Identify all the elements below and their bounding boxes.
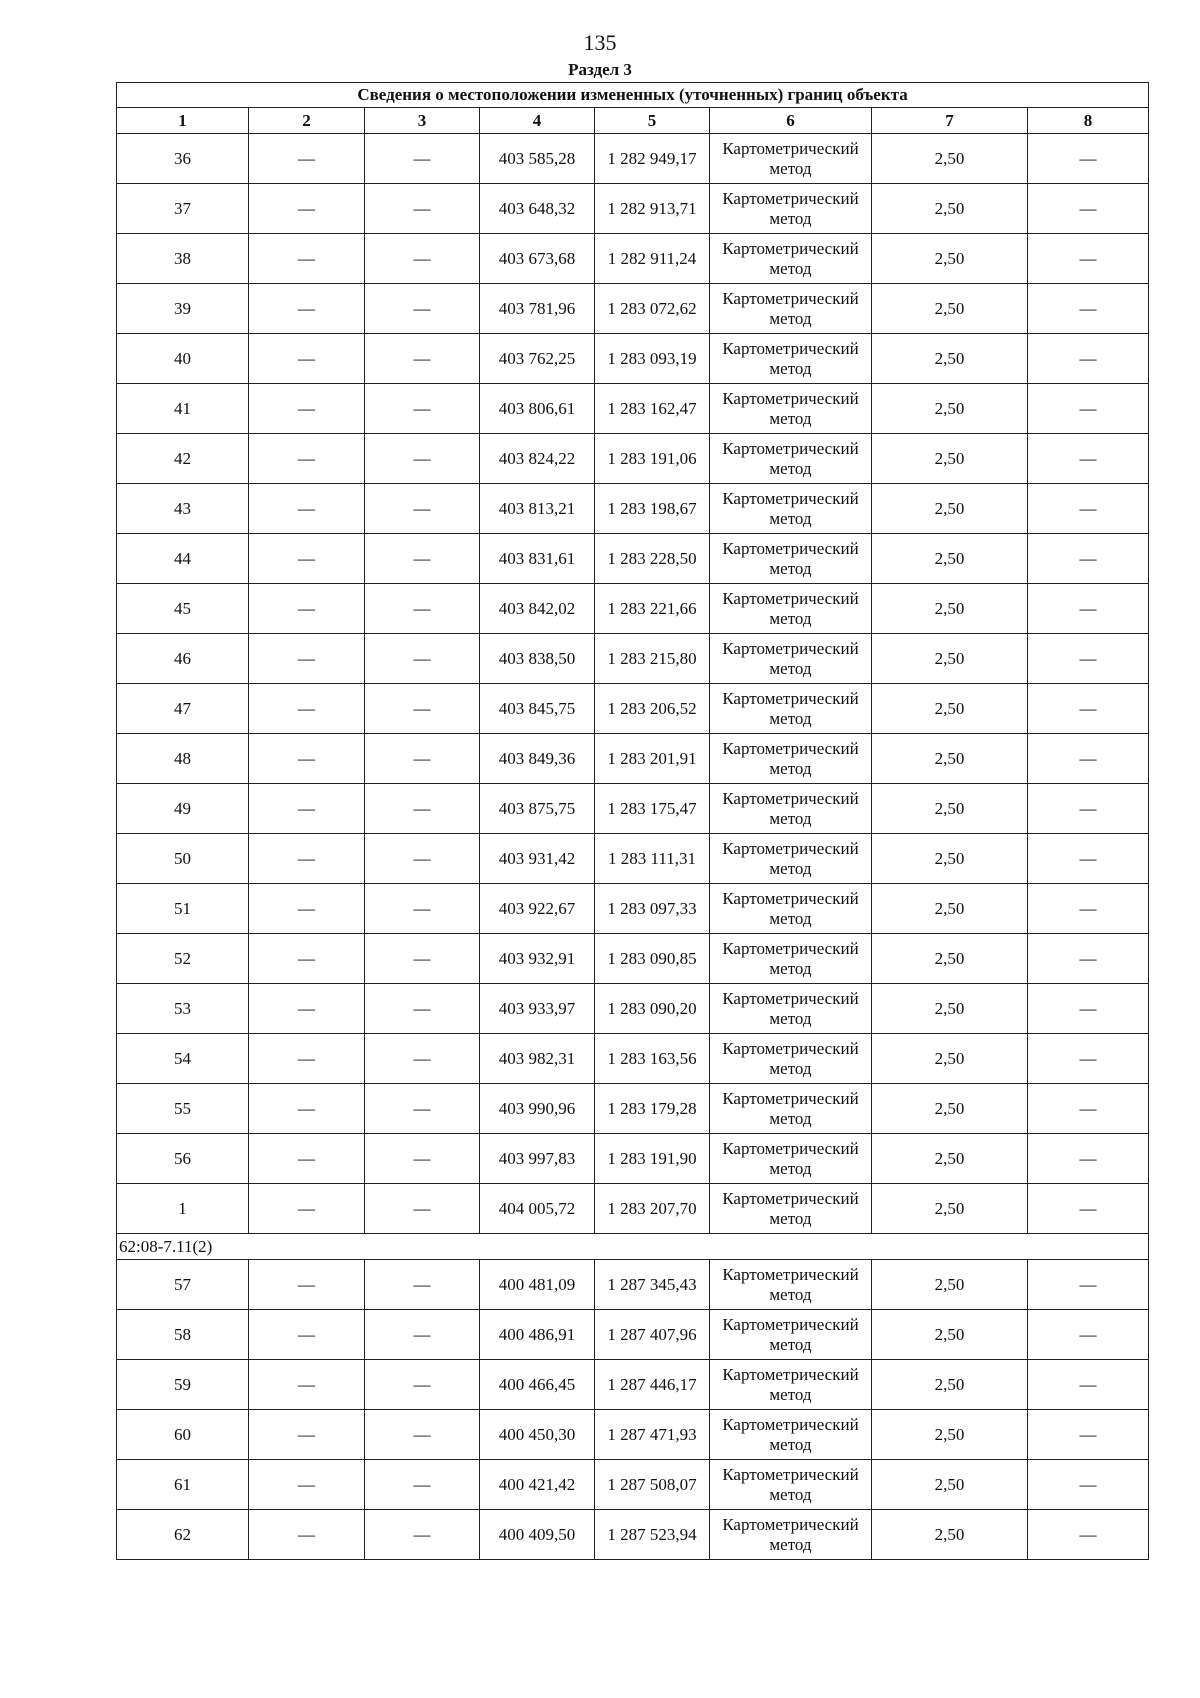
x-coordinate-cell: 403 831,61: [480, 534, 595, 584]
table-row: [117, 1360, 1149, 1410]
column-8-cell: —: [1028, 434, 1149, 484]
method-cell: Картометрический метод: [710, 1034, 872, 1084]
column-2-cell: —: [249, 334, 365, 384]
table-row: [117, 684, 1149, 734]
x-coordinate-cell: 403 990,96: [480, 1084, 595, 1134]
method-cell: Картометрический метод: [710, 534, 872, 584]
column-3-cell: —: [365, 1184, 480, 1234]
column-8-cell: —: [1028, 1084, 1149, 1134]
table-row: [117, 634, 1149, 684]
method-cell: Картометрический метод: [710, 934, 872, 984]
coordinates-table: [116, 82, 1149, 1560]
column-2-cell: —: [249, 834, 365, 884]
method-cell: Картометрический метод: [710, 184, 872, 234]
y-coordinate-cell: 1 283 179,28: [595, 1084, 710, 1134]
x-coordinate-cell: 403 842,02: [480, 584, 595, 634]
x-coordinate-cell: 400 421,42: [480, 1460, 595, 1510]
column-3-cell: —: [365, 634, 480, 684]
y-coordinate-cell: 1 283 072,62: [595, 284, 710, 334]
column-3-cell: —: [365, 1360, 480, 1410]
x-coordinate-cell: 403 922,67: [480, 884, 595, 934]
table-row: [117, 434, 1149, 484]
column-2-cell: —: [249, 534, 365, 584]
column-3-cell: —: [365, 884, 480, 934]
column-2-cell: —: [249, 1310, 365, 1360]
method-cell: Картометрический метод: [710, 384, 872, 434]
method-cell: Картометрический метод: [710, 1360, 872, 1410]
table-row: [117, 184, 1149, 234]
point-number-cell: 53: [117, 984, 249, 1034]
accuracy-cell: 2,50: [872, 284, 1028, 334]
method-cell: Картометрический метод: [710, 1310, 872, 1360]
y-coordinate-cell: 1 287 345,43: [595, 1260, 710, 1310]
column-2-cell: —: [249, 884, 365, 934]
method-cell: Картометрический метод: [710, 1134, 872, 1184]
column-3-cell: —: [365, 984, 480, 1034]
y-coordinate-cell: 1 287 446,17: [595, 1360, 710, 1410]
column-2-cell: —: [249, 984, 365, 1034]
column-8-cell: —: [1028, 884, 1149, 934]
column-2-cell: —: [249, 284, 365, 334]
y-coordinate-cell: 1 283 215,80: [595, 634, 710, 684]
column-number: 2: [249, 108, 365, 134]
y-coordinate-cell: 1 283 198,67: [595, 484, 710, 534]
table-row: [117, 1310, 1149, 1360]
column-2-cell: —: [249, 1360, 365, 1410]
method-cell: Картометрический метод: [710, 234, 872, 284]
column-8-cell: —: [1028, 634, 1149, 684]
column-number: 6: [710, 108, 872, 134]
accuracy-cell: 2,50: [872, 1510, 1028, 1560]
y-coordinate-cell: 1 283 201,91: [595, 734, 710, 784]
accuracy-cell: 2,50: [872, 1084, 1028, 1134]
x-coordinate-cell: 404 005,72: [480, 1184, 595, 1234]
table-row: [117, 484, 1149, 534]
point-number-cell: 43: [117, 484, 249, 534]
column-8-cell: —: [1028, 834, 1149, 884]
y-coordinate-cell: 1 283 175,47: [595, 784, 710, 834]
point-number-cell: 49: [117, 784, 249, 834]
column-3-cell: —: [365, 134, 480, 184]
x-coordinate-cell: 403 762,25: [480, 334, 595, 384]
accuracy-cell: 2,50: [872, 434, 1028, 484]
method-cell: Картометрический метод: [710, 834, 872, 884]
x-coordinate-cell: 400 466,45: [480, 1360, 595, 1410]
y-coordinate-cell: 1 283 191,90: [595, 1134, 710, 1184]
point-number-cell: 44: [117, 534, 249, 584]
accuracy-cell: 2,50: [872, 1034, 1028, 1084]
column-3-cell: —: [365, 1084, 480, 1134]
x-coordinate-cell: 400 481,09: [480, 1260, 595, 1310]
point-number-cell: 54: [117, 1034, 249, 1084]
accuracy-cell: 2,50: [872, 884, 1028, 934]
accuracy-cell: 2,50: [872, 1360, 1028, 1410]
column-3-cell: —: [365, 384, 480, 434]
accuracy-cell: 2,50: [872, 534, 1028, 584]
table-row: [117, 1410, 1149, 1460]
column-8-cell: —: [1028, 284, 1149, 334]
column-8-cell: —: [1028, 234, 1149, 284]
table-row: [117, 784, 1149, 834]
column-8-cell: —: [1028, 1260, 1149, 1310]
column-2-cell: —: [249, 584, 365, 634]
accuracy-cell: 2,50: [872, 484, 1028, 534]
x-coordinate-cell: 403 932,91: [480, 934, 595, 984]
column-8-cell: —: [1028, 984, 1149, 1034]
column-3-cell: —: [365, 234, 480, 284]
column-numbers-row: [117, 108, 1149, 134]
point-number-cell: 59: [117, 1360, 249, 1410]
table-caption-row: [117, 83, 1149, 108]
table-row: [117, 934, 1149, 984]
x-coordinate-cell: 403 875,75: [480, 784, 595, 834]
y-coordinate-cell: 1 283 163,56: [595, 1034, 710, 1084]
x-coordinate-cell: 400 409,50: [480, 1510, 595, 1560]
accuracy-cell: 2,50: [872, 334, 1028, 384]
y-coordinate-cell: 1 283 111,31: [595, 834, 710, 884]
table-row: [117, 1460, 1149, 1510]
point-number-cell: 51: [117, 884, 249, 934]
point-number-cell: 36: [117, 134, 249, 184]
column-2-cell: —: [249, 1410, 365, 1460]
x-coordinate-cell: 403 838,50: [480, 634, 595, 684]
table-row: [117, 234, 1149, 284]
column-8-cell: —: [1028, 1310, 1149, 1360]
point-number-cell: 61: [117, 1460, 249, 1510]
column-3-cell: —: [365, 584, 480, 634]
accuracy-cell: 2,50: [872, 634, 1028, 684]
table-row: [117, 534, 1149, 584]
column-3-cell: —: [365, 284, 480, 334]
column-3-cell: —: [365, 834, 480, 884]
point-number-cell: 46: [117, 634, 249, 684]
accuracy-cell: 2,50: [872, 1184, 1028, 1234]
column-2-cell: —: [249, 1460, 365, 1510]
point-number-cell: 48: [117, 734, 249, 784]
method-cell: Картометрический метод: [710, 284, 872, 334]
column-3-cell: —: [365, 1510, 480, 1560]
table-caption: Сведения о местоположении измененных (уточненных) границ объекта: [117, 83, 1149, 108]
column-8-cell: —: [1028, 184, 1149, 234]
column-8-cell: —: [1028, 1460, 1149, 1510]
y-coordinate-cell: 1 283 097,33: [595, 884, 710, 934]
table-row: [117, 334, 1149, 384]
method-cell: Картометрический метод: [710, 884, 872, 934]
x-coordinate-cell: 403 931,42: [480, 834, 595, 884]
method-cell: Картометрический метод: [710, 634, 872, 684]
y-coordinate-cell: 1 287 407,96: [595, 1310, 710, 1360]
y-coordinate-cell: 1 287 523,94: [595, 1510, 710, 1560]
method-cell: Картометрический метод: [710, 984, 872, 1034]
column-number: 5: [595, 108, 710, 134]
table-row: [117, 284, 1149, 334]
column-3-cell: —: [365, 1034, 480, 1084]
y-coordinate-cell: 1 283 090,20: [595, 984, 710, 1034]
column-8-cell: —: [1028, 1184, 1149, 1234]
y-coordinate-cell: 1 283 207,70: [595, 1184, 710, 1234]
y-coordinate-cell: 1 282 949,17: [595, 134, 710, 184]
column-8-cell: —: [1028, 484, 1149, 534]
column-3-cell: —: [365, 334, 480, 384]
column-2-cell: —: [249, 784, 365, 834]
column-2-cell: —: [249, 384, 365, 434]
accuracy-cell: 2,50: [872, 784, 1028, 834]
column-8-cell: —: [1028, 684, 1149, 734]
method-cell: Картометрический метод: [710, 334, 872, 384]
column-8-cell: —: [1028, 334, 1149, 384]
point-number-cell: 39: [117, 284, 249, 334]
point-number-cell: 47: [117, 684, 249, 734]
accuracy-cell: 2,50: [872, 934, 1028, 984]
column-2-cell: —: [249, 634, 365, 684]
y-coordinate-cell: 1 283 191,06: [595, 434, 710, 484]
column-2-cell: —: [249, 1134, 365, 1184]
method-cell: Картометрический метод: [710, 434, 872, 484]
column-3-cell: —: [365, 734, 480, 784]
x-coordinate-cell: 400 486,91: [480, 1310, 595, 1360]
table-row: [117, 1510, 1149, 1560]
y-coordinate-cell: 1 283 228,50: [595, 534, 710, 584]
method-cell: Картометрический метод: [710, 1460, 872, 1510]
column-8-cell: —: [1028, 1410, 1149, 1460]
column-3-cell: —: [365, 484, 480, 534]
column-3-cell: —: [365, 1134, 480, 1184]
table-row: [117, 734, 1149, 784]
accuracy-cell: 2,50: [872, 1260, 1028, 1310]
point-number-cell: 42: [117, 434, 249, 484]
point-number-cell: 45: [117, 584, 249, 634]
column-3-cell: —: [365, 534, 480, 584]
y-coordinate-cell: 1 287 508,07: [595, 1460, 710, 1510]
accuracy-cell: 2,50: [872, 134, 1028, 184]
x-coordinate-cell: 403 673,68: [480, 234, 595, 284]
table-row: [117, 384, 1149, 434]
point-number-cell: 55: [117, 1084, 249, 1134]
column-2-cell: —: [249, 1084, 365, 1134]
table-row: [117, 134, 1149, 184]
column-8-cell: —: [1028, 934, 1149, 984]
column-8-cell: —: [1028, 384, 1149, 434]
y-coordinate-cell: 1 287 471,93: [595, 1410, 710, 1460]
point-number-cell: 58: [117, 1310, 249, 1360]
table-row: [117, 1084, 1149, 1134]
method-cell: Картометрический метод: [710, 784, 872, 834]
accuracy-cell: 2,50: [872, 234, 1028, 284]
y-coordinate-cell: 1 283 206,52: [595, 684, 710, 734]
column-2-cell: —: [249, 1184, 365, 1234]
method-cell: Картометрический метод: [710, 484, 872, 534]
column-2-cell: —: [249, 684, 365, 734]
x-coordinate-cell: 403 824,22: [480, 434, 595, 484]
section-title: Раздел 3: [568, 60, 632, 79]
y-coordinate-cell: 1 282 913,71: [595, 184, 710, 234]
table-row: [117, 584, 1149, 634]
accuracy-cell: 2,50: [872, 834, 1028, 884]
column-number: 4: [480, 108, 595, 134]
column-3-cell: —: [365, 1260, 480, 1310]
point-number-cell: 50: [117, 834, 249, 884]
point-number-cell: 37: [117, 184, 249, 234]
x-coordinate-cell: 403 997,83: [480, 1134, 595, 1184]
accuracy-cell: 2,50: [872, 1460, 1028, 1510]
accuracy-cell: 2,50: [872, 1410, 1028, 1460]
table-row: [117, 1260, 1149, 1310]
x-coordinate-cell: 400 450,30: [480, 1410, 595, 1460]
accuracy-cell: 2,50: [872, 384, 1028, 434]
column-3-cell: —: [365, 934, 480, 984]
x-coordinate-cell: 403 845,75: [480, 684, 595, 734]
method-cell: Картометрический метод: [710, 1510, 872, 1560]
column-3-cell: —: [365, 1310, 480, 1360]
column-8-cell: —: [1028, 534, 1149, 584]
x-coordinate-cell: 403 813,21: [480, 484, 595, 534]
column-2-cell: —: [249, 134, 365, 184]
table-row: [117, 884, 1149, 934]
accuracy-cell: 2,50: [872, 184, 1028, 234]
y-coordinate-cell: 1 282 911,24: [595, 234, 710, 284]
point-number-cell: 62: [117, 1510, 249, 1560]
column-number: 1: [117, 108, 249, 134]
x-coordinate-cell: 403 585,28: [480, 134, 595, 184]
column-number: 3: [365, 108, 480, 134]
point-number-cell: 52: [117, 934, 249, 984]
column-8-cell: —: [1028, 134, 1149, 184]
x-coordinate-cell: 403 933,97: [480, 984, 595, 1034]
column-8-cell: —: [1028, 734, 1149, 784]
column-8-cell: —: [1028, 784, 1149, 834]
column-8-cell: —: [1028, 1360, 1149, 1410]
column-2-cell: —: [249, 1510, 365, 1560]
point-number-cell: 40: [117, 334, 249, 384]
point-number-cell: 57: [117, 1260, 249, 1310]
column-2-cell: —: [249, 934, 365, 984]
accuracy-cell: 2,50: [872, 584, 1028, 634]
x-coordinate-cell: 403 781,96: [480, 284, 595, 334]
table-row: [117, 984, 1149, 1034]
x-coordinate-cell: 403 849,36: [480, 734, 595, 784]
accuracy-cell: 2,50: [872, 734, 1028, 784]
method-cell: Картометрический метод: [710, 1410, 872, 1460]
column-3-cell: —: [365, 684, 480, 734]
column-2-cell: —: [249, 1260, 365, 1310]
y-coordinate-cell: 1 283 093,19: [595, 334, 710, 384]
point-number-cell: 56: [117, 1134, 249, 1184]
table-body: [117, 83, 1149, 1560]
accuracy-cell: 2,50: [872, 1134, 1028, 1184]
column-3-cell: —: [365, 434, 480, 484]
x-coordinate-cell: 403 982,31: [480, 1034, 595, 1084]
method-cell: Картометрический метод: [710, 684, 872, 734]
x-coordinate-cell: 403 648,32: [480, 184, 595, 234]
column-2-cell: —: [249, 234, 365, 284]
group-label: 62:08-7.11(2): [117, 1234, 1149, 1260]
column-3-cell: —: [365, 184, 480, 234]
column-8-cell: —: [1028, 1134, 1149, 1184]
column-2-cell: —: [249, 434, 365, 484]
group-row: [117, 1234, 1149, 1260]
column-3-cell: —: [365, 1460, 480, 1510]
y-coordinate-cell: 1 283 162,47: [595, 384, 710, 434]
table-row: [117, 834, 1149, 884]
column-2-cell: —: [249, 184, 365, 234]
method-cell: Картометрический метод: [710, 1184, 872, 1234]
column-number: 7: [872, 108, 1028, 134]
point-number-cell: 60: [117, 1410, 249, 1460]
accuracy-cell: 2,50: [872, 684, 1028, 734]
y-coordinate-cell: 1 283 090,85: [595, 934, 710, 984]
page-number: 135: [583, 30, 617, 55]
column-8-cell: —: [1028, 1510, 1149, 1560]
method-cell: Картометрический метод: [710, 1260, 872, 1310]
method-cell: Картометрический метод: [710, 584, 872, 634]
column-8-cell: —: [1028, 1034, 1149, 1084]
column-2-cell: —: [249, 484, 365, 534]
method-cell: Картометрический метод: [710, 734, 872, 784]
accuracy-cell: 2,50: [872, 1310, 1028, 1360]
x-coordinate-cell: 403 806,61: [480, 384, 595, 434]
table-row: [117, 1134, 1149, 1184]
method-cell: Картометрический метод: [710, 1084, 872, 1134]
column-3-cell: —: [365, 1410, 480, 1460]
table-row: [117, 1184, 1149, 1234]
y-coordinate-cell: 1 283 221,66: [595, 584, 710, 634]
accuracy-cell: 2,50: [872, 984, 1028, 1034]
point-number-cell: 38: [117, 234, 249, 284]
column-number: 8: [1028, 108, 1149, 134]
table-row: [117, 1034, 1149, 1084]
point-number-cell: 1: [117, 1184, 249, 1234]
method-cell: Картометрический метод: [710, 134, 872, 184]
column-2-cell: —: [249, 734, 365, 784]
column-3-cell: —: [365, 784, 480, 834]
point-number-cell: 41: [117, 384, 249, 434]
column-8-cell: —: [1028, 584, 1149, 634]
column-2-cell: —: [249, 1034, 365, 1084]
